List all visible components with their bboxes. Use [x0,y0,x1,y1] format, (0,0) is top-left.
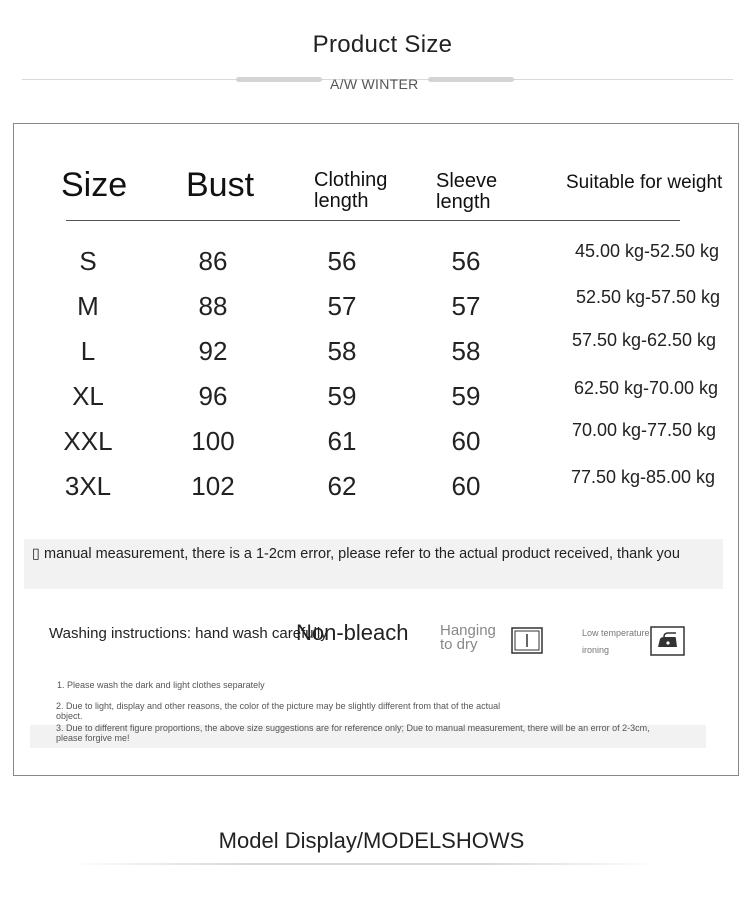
header-bust: Bust [186,166,255,204]
header-clothing-line2: length [314,190,369,212]
footnote-3 [56,723,650,743]
cell-weight: 77.50 kg-85.00 kg [570,467,716,487]
cell-weight: 45.00 kg-52.50 kg [574,241,720,261]
cell-clothing: 56 [327,246,357,276]
header-accent-left [236,77,322,82]
cell-size: XXL [63,426,113,456]
cell-clothing: 62 [327,471,357,501]
cell-size: M [77,291,99,321]
iron-icon [650,626,685,656]
page-title: Product Size [312,31,453,58]
cell-sleeve: 57 [451,291,481,321]
header-rule [66,220,680,221]
cell-bust: 102 [191,471,235,501]
low-temp-line2: ironing [582,645,610,655]
header-size: Size [61,166,128,204]
cell-size: XL [72,381,104,411]
hanging-line1: Hanging [440,622,496,639]
low-temp-line1: Low temperature [582,628,650,638]
cell-sleeve: 56 [451,246,481,276]
cell-weight: 52.50 kg-57.50 kg [575,287,721,307]
model-display-title: Model Display/MODELSHOWS [218,828,525,853]
cell-clothing: 58 [327,336,357,366]
cell-weight: 57.50 kg-62.50 kg [571,330,717,350]
footnote-2-line2: object. [56,711,83,721]
header-weight: Suitable for weight [566,172,723,193]
cell-sleeve: 60 [451,471,481,501]
cell-sleeve: 58 [451,336,481,366]
non-bleach-label: Non-bleach [296,620,409,645]
hanging-label [440,624,496,652]
page-subtitle: A/W WINTER [330,76,419,92]
header-sleeve-length [436,171,497,213]
cell-clothing: 59 [327,381,357,411]
cell-size: L [80,336,96,366]
washing-instructions: Washing instructions: hand wash carefully [49,625,328,642]
footnote-3-line1: 3. Due to different figure proportions, the above size suggestions are for reference only; Due to manual measurement, there will be an error of 2-3cm, [56,723,650,733]
cell-bust: 88 [198,291,228,321]
cell-size: S [79,246,97,276]
cell-bust: 86 [198,246,228,276]
footnote-1: 1. Please wash the dark and light clothes separately [57,680,265,690]
header-clothing-line1: Clothing [314,169,388,191]
cell-bust: 96 [198,381,228,411]
header-sleeve-line2: length [436,191,491,213]
footnote-2 [56,701,500,721]
footnote-3-line2: please forgive me! [56,733,130,743]
header-accent-right [428,77,514,82]
cell-weight: 70.00 kg-77.50 kg [571,420,717,440]
measurement-note: ▯ manual measurement, there is a 1-2cm error, please refer to the actual product received, thank you [32,546,680,562]
cell-bust: 100 [191,426,235,456]
footnote-2-line1: 2. Due to light, display and other reasons, the color of the picture may be slightly different from that of the actual [56,701,501,711]
cell-sleeve: 60 [451,426,481,456]
cell-sleeve: 59 [451,381,481,411]
hang-dry-icon [511,627,543,654]
header-clothing-length [314,170,387,212]
footer-divider [70,863,660,865]
cell-clothing: 57 [327,291,357,321]
hanging-line2: to dry [440,636,478,653]
cell-size: 3XL [64,471,112,501]
low-temp-label [582,625,650,659]
header-sleeve-line1: Sleeve [436,170,498,192]
cell-bust: 92 [198,336,228,366]
cell-clothing: 61 [327,426,357,456]
cell-weight: 62.50 kg-70.00 kg [573,378,719,398]
